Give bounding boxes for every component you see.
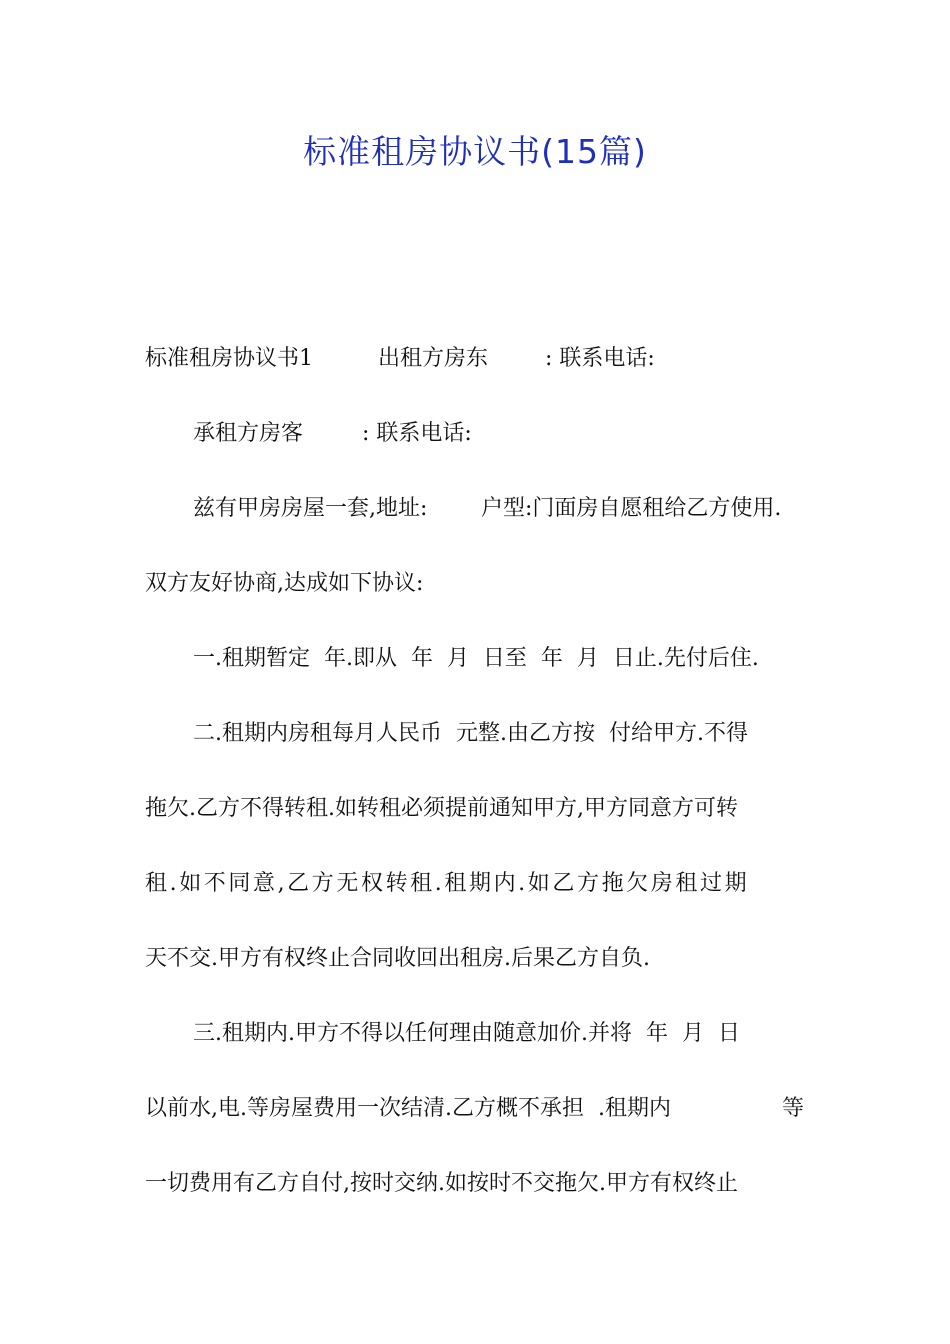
paragraph-text: 拖欠.乙方不得转租.如转租必须提前通知甲方,甲方同意方可转 xyxy=(145,796,738,821)
paragraph-text: 租.如不同意,乙方无权转租.租期内.如乙方拖欠房租过期 xyxy=(145,871,750,896)
paragraph-line xyxy=(0,791,950,827)
paragraph-text: 一.租期暂定 年.即从 年 月 日至 年 月 日止.先付后住. xyxy=(193,646,759,671)
clause-2-line xyxy=(0,716,950,752)
paragraph-text: 二.租期内房租每月人民币 元整.由乙方按 付给甲方.不得 xyxy=(193,721,748,746)
paragraph-line xyxy=(0,416,950,452)
paragraph-line xyxy=(0,941,950,977)
paragraph-text: 一切费用有乙方自付,按时交纳.如按时不交拖欠.甲方有权终止 xyxy=(145,1171,738,1196)
paragraph-line xyxy=(0,566,950,602)
paragraph-text: 双方友好协商,达成如下协议: xyxy=(145,571,424,596)
paragraph-text: 天不交.甲方有权终止合同收回出租房.后果乙方自负. xyxy=(145,946,650,971)
paragraph-text: 以前水,电.等房屋费用一次结清.乙方概不承担 .租期内 xyxy=(145,1096,671,1121)
tenant-phone-label: : 联系电话: xyxy=(362,421,472,446)
clause-3-line xyxy=(0,1016,950,1052)
agreement-heading: 标准租房协议书1 xyxy=(145,346,313,371)
paragraph-line xyxy=(0,341,950,377)
landlord-label: 出租方房东 xyxy=(378,346,489,371)
property-type-text: 户型:门面房自愿租给乙方使用. xyxy=(481,496,782,521)
paragraph-line xyxy=(0,1166,950,1202)
paragraph-line xyxy=(0,866,950,902)
tenant-label: 承租方房客 xyxy=(193,421,304,446)
paragraph-line xyxy=(0,1091,950,1127)
paragraph-text: 等 xyxy=(782,1096,805,1121)
landlord-phone-label: : 联系电话: xyxy=(545,346,655,371)
property-address-label: 兹有甲房房屋一套,地址: xyxy=(193,496,428,521)
paragraph-text: 三.租期内.甲方不得以任何理由随意加价.并将 年 月 日 xyxy=(193,1021,740,1046)
document-title: 标准租房协议书(15篇) xyxy=(303,132,647,171)
paragraph-line xyxy=(0,491,950,527)
clause-1-line xyxy=(0,641,950,677)
